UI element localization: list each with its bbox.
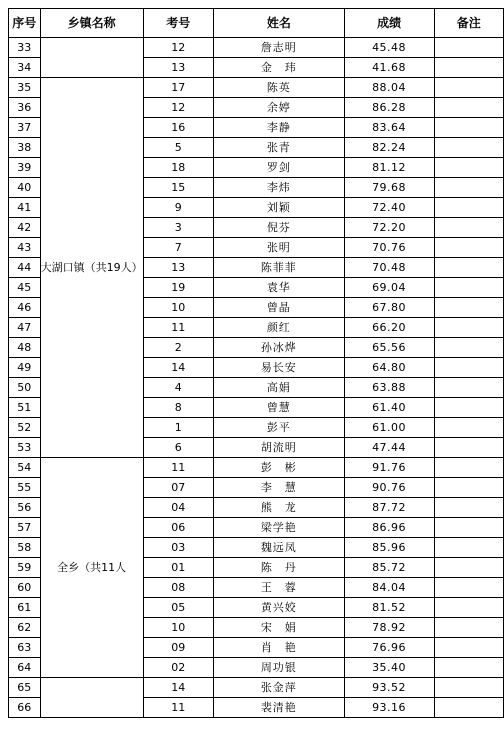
cell-score: 47.44 xyxy=(344,438,434,458)
cell-exam-no: 04 xyxy=(143,498,213,518)
cell-remark xyxy=(434,578,504,598)
cell-name: 李静 xyxy=(214,118,345,138)
cell-exam-no: 7 xyxy=(143,238,213,258)
cell-name: 周功银 xyxy=(214,658,345,678)
cell-name: 颜红 xyxy=(214,318,345,338)
cell-remark xyxy=(434,638,504,658)
cell-name: 罗剑 xyxy=(214,158,345,178)
cell-score: 72.40 xyxy=(344,198,434,218)
cell-score: 85.72 xyxy=(344,558,434,578)
cell-seq: 33 xyxy=(9,38,41,58)
cell-remark xyxy=(434,78,504,98)
cell-exam-no: 1 xyxy=(143,418,213,438)
cell-score: 93.52 xyxy=(344,678,434,698)
cell-remark xyxy=(434,258,504,278)
score-table xyxy=(8,8,504,718)
cell-seq: 58 xyxy=(9,538,41,558)
cell-score: 72.20 xyxy=(344,218,434,238)
cell-seq: 62 xyxy=(9,618,41,638)
cell-name: 孙冰烨 xyxy=(214,338,345,358)
cell-seq: 65 xyxy=(9,678,41,698)
cell-score: 87.72 xyxy=(344,498,434,518)
cell-name: 陈 丹 xyxy=(214,558,345,578)
cell-remark xyxy=(434,278,504,298)
cell-seq: 66 xyxy=(9,698,41,718)
cell-remark xyxy=(434,238,504,258)
cell-name: 彭 彬 xyxy=(214,458,345,478)
cell-seq: 40 xyxy=(9,178,41,198)
cell-name: 曾慧 xyxy=(214,398,345,418)
cell-seq: 49 xyxy=(9,358,41,378)
cell-exam-no: 3 xyxy=(143,218,213,238)
cell-name: 张青 xyxy=(214,138,345,158)
table-row xyxy=(9,78,504,98)
cell-name: 袁华 xyxy=(214,278,345,298)
header-score: 成绩 xyxy=(344,9,434,38)
cell-exam-no: 07 xyxy=(143,478,213,498)
cell-seq: 38 xyxy=(9,138,41,158)
cell-exam-no: 9 xyxy=(143,198,213,218)
cell-seq: 63 xyxy=(9,638,41,658)
cell-score: 81.52 xyxy=(344,598,434,618)
cell-score: 66.20 xyxy=(344,318,434,338)
cell-exam-no: 11 xyxy=(143,698,213,718)
cell-remark xyxy=(434,358,504,378)
cell-exam-no: 11 xyxy=(143,318,213,338)
cell-seq: 59 xyxy=(9,558,41,578)
cell-exam-no: 05 xyxy=(143,598,213,618)
cell-score: 82.24 xyxy=(344,138,434,158)
cell-town: 大湖口镇（共19人） xyxy=(40,78,143,458)
cell-score: 45.48 xyxy=(344,38,434,58)
cell-name: 张金萍 xyxy=(214,678,345,698)
cell-name: 熊 龙 xyxy=(214,498,345,518)
cell-exam-no: 17 xyxy=(143,78,213,98)
cell-score: 61.00 xyxy=(344,418,434,438)
cell-seq: 37 xyxy=(9,118,41,138)
cell-name: 胡流明 xyxy=(214,438,345,458)
cell-seq: 46 xyxy=(9,298,41,318)
table-row xyxy=(9,678,504,698)
cell-score: 78.92 xyxy=(344,618,434,638)
cell-name: 易长安 xyxy=(214,358,345,378)
cell-remark xyxy=(434,518,504,538)
cell-name: 裴清艳 xyxy=(214,698,345,718)
cell-score: 70.76 xyxy=(344,238,434,258)
cell-exam-no: 01 xyxy=(143,558,213,578)
cell-name: 陈英 xyxy=(214,78,345,98)
cell-remark xyxy=(434,218,504,238)
cell-remark xyxy=(434,38,504,58)
cell-town: 全乡（共11人 xyxy=(40,458,143,678)
cell-remark xyxy=(434,558,504,578)
header-remark: 备注 xyxy=(434,9,504,38)
cell-exam-no: 10 xyxy=(143,618,213,638)
cell-exam-no: 16 xyxy=(143,118,213,138)
cell-remark xyxy=(434,438,504,458)
header-exam-no: 考号 xyxy=(143,9,213,38)
cell-seq: 34 xyxy=(9,58,41,78)
cell-name: 肖 艳 xyxy=(214,638,345,658)
cell-exam-no: 4 xyxy=(143,378,213,398)
score-sheet xyxy=(8,8,504,718)
cell-name: 梁学艳 xyxy=(214,518,345,538)
cell-score: 69.04 xyxy=(344,278,434,298)
cell-score: 85.96 xyxy=(344,538,434,558)
cell-score: 90.76 xyxy=(344,478,434,498)
cell-score: 67.80 xyxy=(344,298,434,318)
cell-score: 88.04 xyxy=(344,78,434,98)
cell-score: 93.16 xyxy=(344,698,434,718)
cell-seq: 35 xyxy=(9,78,41,98)
cell-seq: 44 xyxy=(9,258,41,278)
cell-exam-no: 18 xyxy=(143,158,213,178)
cell-score: 70.48 xyxy=(344,258,434,278)
cell-score: 61.40 xyxy=(344,398,434,418)
cell-exam-no: 11 xyxy=(143,458,213,478)
cell-exam-no: 5 xyxy=(143,138,213,158)
cell-score: 65.56 xyxy=(344,338,434,358)
cell-remark xyxy=(434,98,504,118)
cell-name: 余婷 xyxy=(214,98,345,118)
cell-remark xyxy=(434,598,504,618)
cell-score: 35.40 xyxy=(344,658,434,678)
cell-exam-no: 10 xyxy=(143,298,213,318)
cell-seq: 39 xyxy=(9,158,41,178)
cell-score: 64.80 xyxy=(344,358,434,378)
cell-exam-no: 09 xyxy=(143,638,213,658)
cell-seq: 61 xyxy=(9,598,41,618)
cell-town xyxy=(40,38,143,78)
cell-remark xyxy=(434,618,504,638)
cell-exam-no: 8 xyxy=(143,398,213,418)
cell-name: 李 慧 xyxy=(214,478,345,498)
cell-exam-no: 06 xyxy=(143,518,213,538)
cell-remark xyxy=(434,538,504,558)
cell-score: 91.76 xyxy=(344,458,434,478)
cell-seq: 51 xyxy=(9,398,41,418)
cell-name: 魏远凤 xyxy=(214,538,345,558)
cell-score: 63.88 xyxy=(344,378,434,398)
cell-seq: 64 xyxy=(9,658,41,678)
cell-exam-no: 14 xyxy=(143,678,213,698)
cell-seq: 56 xyxy=(9,498,41,518)
header-seq: 序号 xyxy=(9,9,41,38)
cell-name: 张明 xyxy=(214,238,345,258)
cell-seq: 60 xyxy=(9,578,41,598)
cell-seq: 48 xyxy=(9,338,41,358)
cell-exam-no: 2 xyxy=(143,338,213,358)
cell-remark xyxy=(434,458,504,478)
cell-remark xyxy=(434,58,504,78)
header-name: 姓名 xyxy=(214,9,345,38)
cell-exam-no: 12 xyxy=(143,38,213,58)
cell-remark xyxy=(434,398,504,418)
cell-remark xyxy=(434,418,504,438)
cell-name: 金 玮 xyxy=(214,58,345,78)
cell-exam-no: 13 xyxy=(143,58,213,78)
cell-name: 李炜 xyxy=(214,178,345,198)
cell-seq: 55 xyxy=(9,478,41,498)
cell-exam-no: 6 xyxy=(143,438,213,458)
cell-seq: 57 xyxy=(9,518,41,538)
table-row xyxy=(9,38,504,58)
cell-remark xyxy=(434,478,504,498)
cell-town xyxy=(40,678,143,718)
table-body xyxy=(9,38,504,718)
cell-seq: 47 xyxy=(9,318,41,338)
cell-seq: 36 xyxy=(9,98,41,118)
header-town: 乡镇名称 xyxy=(40,9,143,38)
cell-name: 彭平 xyxy=(214,418,345,438)
cell-exam-no: 08 xyxy=(143,578,213,598)
cell-name: 詹志明 xyxy=(214,38,345,58)
cell-score: 79.68 xyxy=(344,178,434,198)
cell-seq: 52 xyxy=(9,418,41,438)
cell-remark xyxy=(434,138,504,158)
cell-seq: 41 xyxy=(9,198,41,218)
cell-seq: 43 xyxy=(9,238,41,258)
cell-score: 41.68 xyxy=(344,58,434,78)
cell-exam-no: 12 xyxy=(143,98,213,118)
cell-score: 86.96 xyxy=(344,518,434,538)
cell-exam-no: 15 xyxy=(143,178,213,198)
cell-remark xyxy=(434,298,504,318)
cell-name: 黄兴姣 xyxy=(214,598,345,618)
cell-name: 倪芬 xyxy=(214,218,345,238)
table-row xyxy=(9,458,504,478)
cell-exam-no: 02 xyxy=(143,658,213,678)
cell-seq: 45 xyxy=(9,278,41,298)
cell-seq: 50 xyxy=(9,378,41,398)
cell-remark xyxy=(434,678,504,698)
cell-score: 86.28 xyxy=(344,98,434,118)
cell-name: 宋 娟 xyxy=(214,618,345,638)
cell-score: 83.64 xyxy=(344,118,434,138)
cell-remark xyxy=(434,178,504,198)
cell-score: 76.96 xyxy=(344,638,434,658)
cell-remark xyxy=(434,198,504,218)
cell-remark xyxy=(434,498,504,518)
cell-name: 高娟 xyxy=(214,378,345,398)
cell-remark xyxy=(434,658,504,678)
cell-exam-no: 19 xyxy=(143,278,213,298)
cell-remark xyxy=(434,318,504,338)
cell-seq: 54 xyxy=(9,458,41,478)
cell-name: 曾晶 xyxy=(214,298,345,318)
cell-score: 84.04 xyxy=(344,578,434,598)
cell-remark xyxy=(434,158,504,178)
cell-exam-no: 13 xyxy=(143,258,213,278)
cell-name: 刘颖 xyxy=(214,198,345,218)
cell-name: 陈菲菲 xyxy=(214,258,345,278)
cell-remark xyxy=(434,378,504,398)
cell-seq: 53 xyxy=(9,438,41,458)
cell-remark xyxy=(434,698,504,718)
cell-score: 81.12 xyxy=(344,158,434,178)
cell-remark xyxy=(434,118,504,138)
cell-name: 王 蓉 xyxy=(214,578,345,598)
cell-exam-no: 14 xyxy=(143,358,213,378)
cell-remark xyxy=(434,338,504,358)
cell-seq: 42 xyxy=(9,218,41,238)
cell-exam-no: 03 xyxy=(143,538,213,558)
header-row xyxy=(9,9,504,38)
